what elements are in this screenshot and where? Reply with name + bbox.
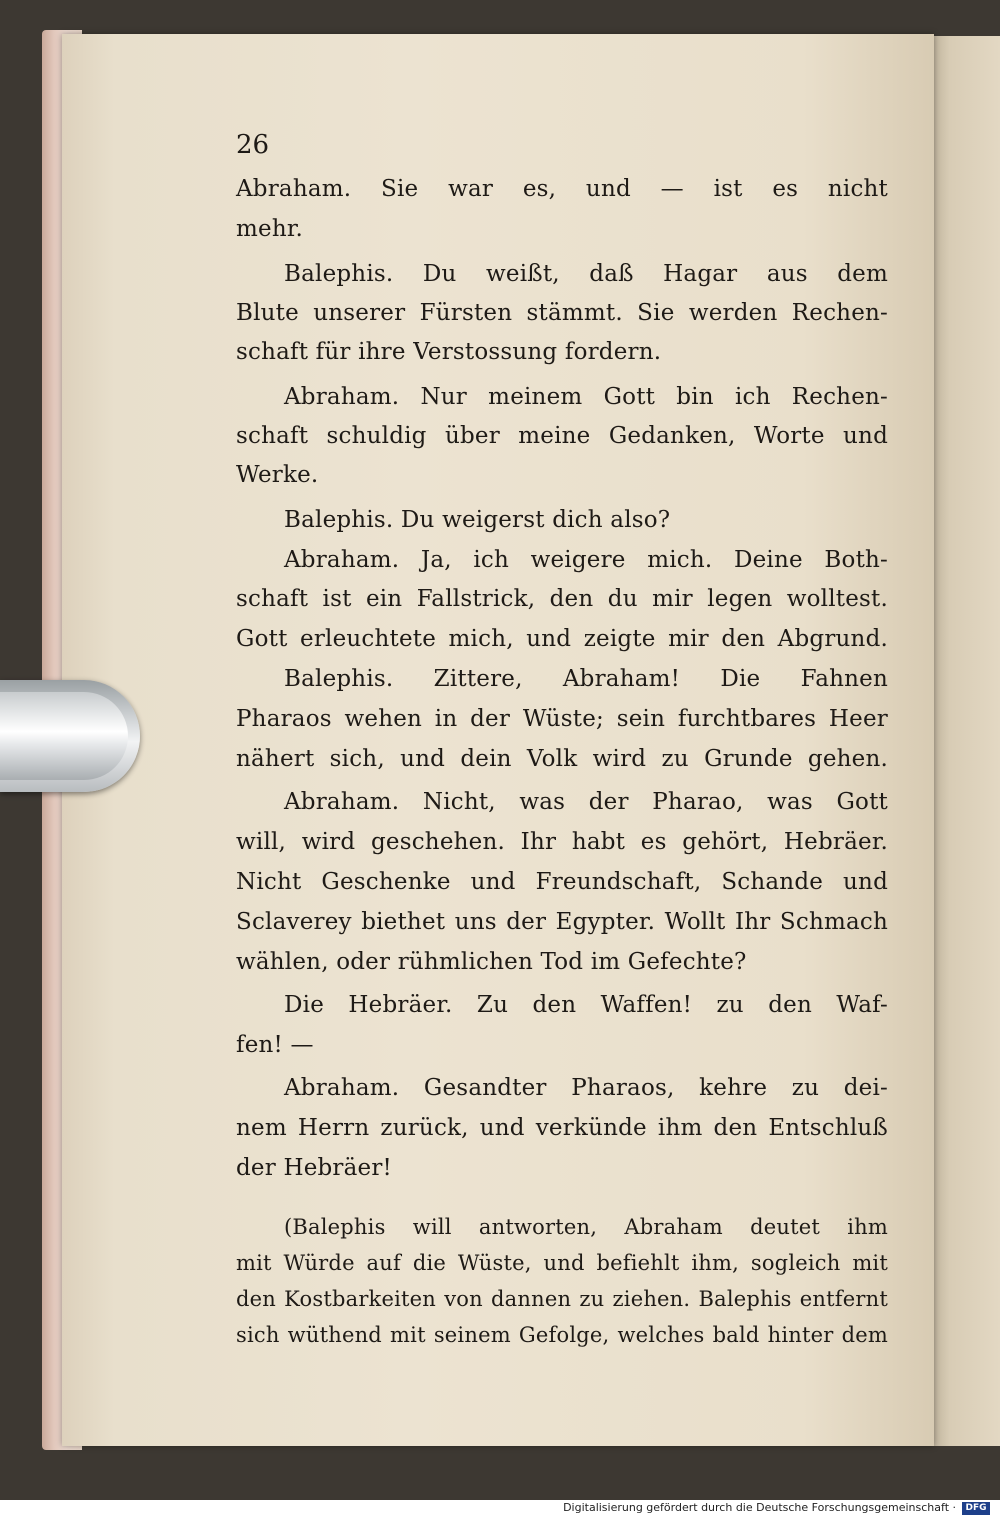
text-line: Balephis. Du weigerst dich also?	[284, 507, 671, 533]
page-number: 26	[236, 130, 270, 160]
text-line: nem Herrn zurück, und verkünde ihm den Entschluß	[236, 1115, 888, 1141]
book-clip-highlight	[0, 692, 128, 780]
text-line: Werke.	[236, 462, 319, 488]
text-line: wählen, oder rühmlichen Tod im Gefechte?	[236, 949, 747, 975]
text-line: Abraham. Sie war es, und — ist es nicht	[236, 176, 888, 202]
text-line: will, wird geschehen. Ihr habt es gehört, Hebräer.	[236, 829, 888, 855]
dfg-logo: DFG	[962, 1502, 990, 1515]
footer-credit: Digitalisierung gefördert durch die Deutsche Forschungsgemeinschaft ·	[563, 1501, 956, 1514]
text-line: Gott erleuchtete mich, und zeigte mir den Abgrund.	[236, 626, 888, 652]
text-line: Abraham. Nicht, was der Pharao, was Gott	[284, 789, 888, 815]
stage-direction-line: den Kostbarkeiten von dannen zu ziehen. Balephis entfernt	[236, 1287, 888, 1311]
text-line: nähert sich, und dein Volk wird zu Grunde gehen.	[236, 746, 888, 772]
text-line: Blute unserer Fürsten stämmt. Sie werden Rechen-	[236, 300, 888, 326]
text-line: der Hebräer!	[236, 1155, 392, 1181]
text-line: Balephis. Zittere, Abraham! Die Fahnen	[284, 666, 888, 692]
stage-direction-line: (Balephis will antworten, Abraham deutet ihm	[284, 1215, 888, 1239]
text-line: Nicht Geschenke und Freundschaft, Schande und	[236, 869, 888, 895]
text-line: schaft ist ein Fallstrick, den du mir legen wolltest.	[236, 586, 888, 612]
stage-direction-line: sich wüthend mit seinem Gefolge, welches bald hinter dem	[236, 1323, 888, 1347]
text-line: schaft für ihre Verstossung fordern.	[236, 339, 662, 365]
stage-direction-line: mit Würde auf die Wüste, und befiehlt ihm, sogleich mit	[236, 1251, 888, 1275]
text-line: fen! —	[236, 1032, 314, 1058]
text-line: Abraham. Gesandter Pharaos, kehre zu dei-	[284, 1075, 888, 1101]
text-line: mehr.	[236, 216, 304, 242]
facing-page-edge	[928, 36, 1000, 1446]
text-line: Die Hebräer. Zu den Waffen! zu den Waf-	[284, 992, 888, 1018]
text-line: Sclaverey biethet uns der Egypter. Wollt Ihr Schmach	[236, 909, 888, 935]
text-line: Abraham. Ja, ich weigere mich. Deine Both-	[284, 547, 888, 573]
text-line: Pharaos wehen in der Wüste; sein furchtbares Heer	[236, 706, 888, 732]
text-line: schaft schuldig über meine Gedanken, Worte und	[236, 423, 888, 449]
text-line: Balephis. Du weißt, daß Hagar aus dem	[284, 261, 888, 287]
text-line: Abraham. Nur meinem Gott bin ich Rechen-	[284, 384, 888, 410]
